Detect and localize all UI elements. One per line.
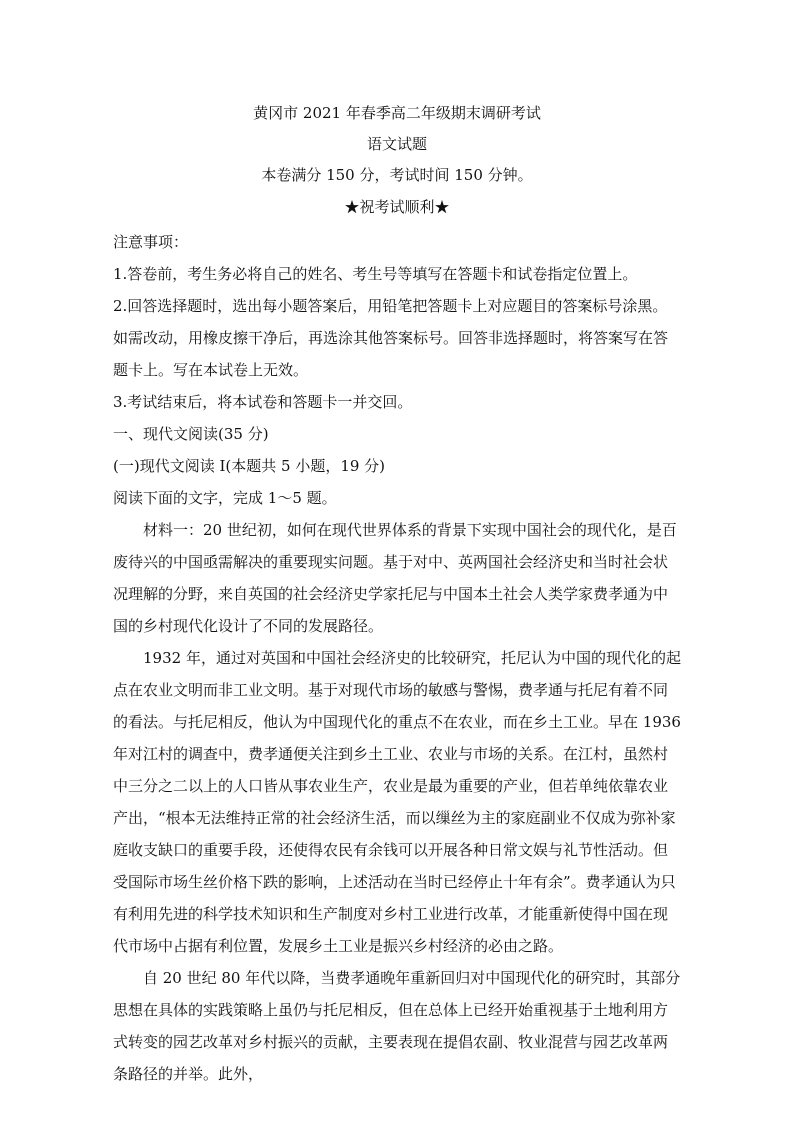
notice-item-3: 3.考试结束后，将本试卷和答题卡一并交回。: [113, 393, 413, 411]
notice-item-2: 2.回答选择题时，选出每小题答案后，用铅笔把答题卡上对应题目的答案标号涂黑。如需改动，用橡皮擦干净后，再选涂其他答案标号。回答非选择题时，将答案写在答题卡上。写在本试卷上无效。: [113, 297, 669, 379]
passage-paragraph-2: 1932 年，通过对英国和中国社会经济史的比较研究，托尼认为中国的现代化的起点在农业文明而非工业文明。基于对现代市场的敏感与警惕，费孝通与托尼有着不同的看法。与托尼相反，他认为中国现代化的重点不在农业，而在乡土工业。早在 1936 年对江村的调查中，费孝通便关注到乡土工业、农业与市场的关系。在江村，虽然村中三分之二以上的人口皆从事农业生产，农业是最为重要的产业，但若单纯依靠农业产出，“根本无法维持正常的社会经济生活，而以缫丝为主的家庭副业不仅成为弥补家庭收支缺口的重要手段，还使得农民有余钱可以开展各种日常文娱与礼节性活动。但受国际市场生丝价格下跌的影响，上述活动在当时已经停止十年有余”。费孝通认为只有利用先进的科学技术知识和生产制度对乡村工业进行改革，才能重新使得中国在现代市场中占据有利位置，发展乡土工业是振兴乡村经济的必由之路。: [113, 649, 681, 955]
section-heading: 一、现代文阅读(35 分): [113, 425, 269, 443]
subsection-heading: (一)现代文阅读 I(本题共 5 小题，19 分): [113, 457, 386, 475]
exam-title: 黄冈市 2021 年春季高二年级期末调研考试: [253, 104, 541, 122]
exam-info: 本卷满分 150 分，考试时间 150 分钟。: [261, 166, 533, 184]
exam-subject: 语文试题: [366, 135, 427, 153]
reading-instruction: 阅读下面的文字，完成 1～5 题。: [113, 489, 337, 507]
passage-paragraph-3: 自 20 世纪 80 年代以降，当费孝通晚年重新回归对中国现代化的研究时，其部分思想在具体的实践策略上虽仍与托尼相反，但在总体上已经开始重视基于土地利用方式转变的园艺改革对乡村振兴的贡献，主要表现在提倡农副、牧业混营与园艺改革两条路径的并举。此外，: [113, 969, 681, 1083]
passage-paragraph-1: 材料一：20 世纪初，如何在现代世界体系的背景下实现中国社会的现代化，是百废待兴的中国亟需解决的重要现实问题。基于对中、英两国社会经济史和当时社会状况理解的分野，来自英国的社会经济史学家托尼与中国本土社会人类学家费孝通为中国的乡村现代化设计了不同的发展路径。: [113, 521, 677, 635]
notice-heading: 注意事项：: [113, 233, 189, 251]
exam-wish: ★祝考试顺利★: [344, 198, 450, 216]
notice-item-1: 1.答卷前，考生务必将自己的姓名、考生号等填写在答题卡和试卷指定位置上。: [113, 265, 638, 283]
exam-body: [113, 226, 682, 1090]
